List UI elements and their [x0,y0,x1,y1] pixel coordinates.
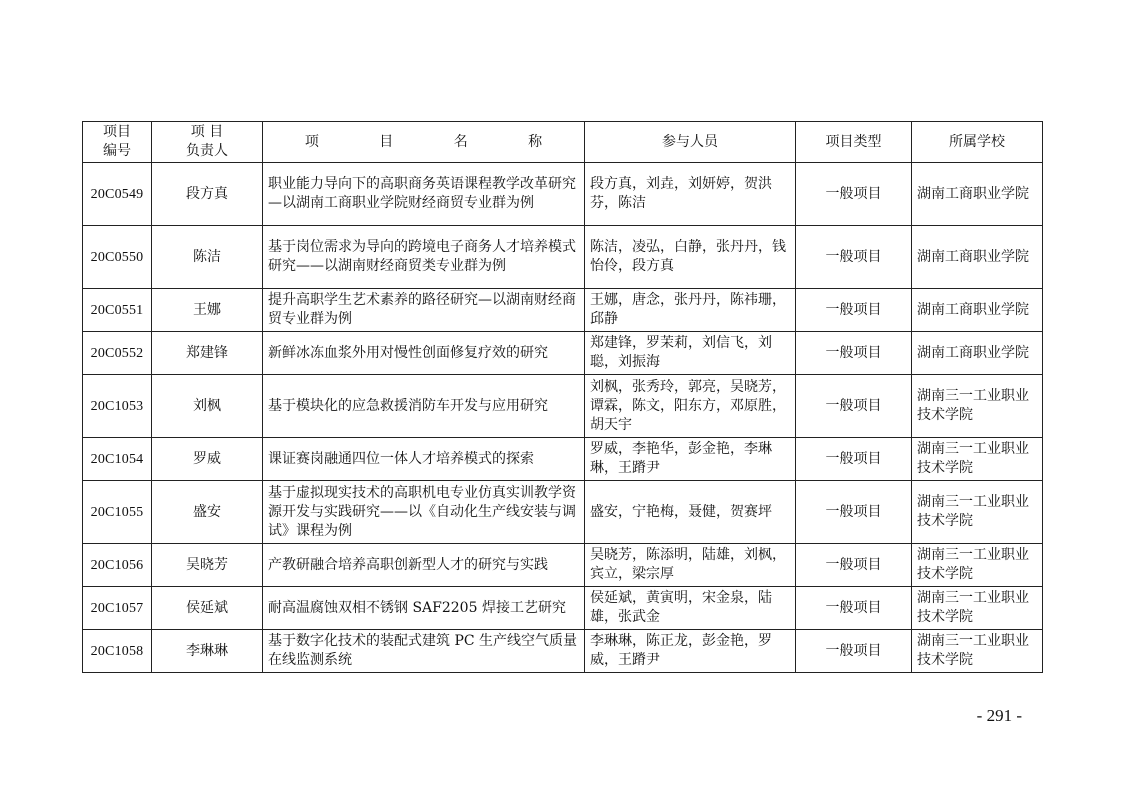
school: 湖南工商职业学院 [912,226,1043,289]
project-leader: 吴晓芳 [152,544,263,587]
participants: 陈洁，凌弘，白静，张丹丹，钱怡伶，段方真 [585,226,796,289]
header-project-leader-line1: 项 目 [190,124,224,140]
table-header [83,122,1043,163]
header-participants-label: 参与人员 [662,133,718,150]
project-name: 耐高温腐蚀双相不锈钢 SAF2205 焊接工艺研究 [263,587,585,630]
project-type: 一般项目 [796,289,912,332]
project-code: 20C1053 [83,375,152,438]
project-leader: 侯延斌 [152,587,263,630]
table-row [83,438,1043,481]
project-name: 基于虚拟现实技术的高职机电专业仿真实训教学资源开发与实践研究——以《自动化生产线安装与调试》课程为例 [263,481,585,544]
project-leader: 刘枫 [152,375,263,438]
header-project-type [796,122,912,163]
participants: 盛安，宁艳梅，聂健，贺赛坪 [585,481,796,544]
project-leader: 盛安 [152,481,263,544]
page-number: - 291 - [976,706,1022,725]
table-row [83,630,1043,673]
school: 湖南三一工业职业技术学院 [912,481,1043,544]
project-type: 一般项目 [796,438,912,481]
school: 湖南三一工业职业技术学院 [912,375,1043,438]
header-project-name-label: 项 目 名 称 [304,133,571,150]
table-body [83,163,1043,673]
project-name: 产教研融合培养高职创新型人才的研究与实践 [263,544,585,587]
project-code: 20C0551 [83,289,152,332]
project-leader: 段方真 [152,163,263,226]
school: 湖南工商职业学院 [912,163,1043,226]
project-code: 20C1055 [83,481,152,544]
participants: 吴晓芳，陈添明，陆雄，刘枫，宾立，梁宗厚 [585,544,796,587]
project-type: 一般项目 [796,375,912,438]
project-leader: 罗威 [152,438,263,481]
project-table [82,121,1043,673]
project-type: 一般项目 [796,630,912,673]
header-project-leader [152,122,263,163]
project-name: 基于岗位需求为导向的跨境电子商务人才培养模式研究——以湖南财经商贸类专业群为例 [263,226,585,289]
school: 湖南三一工业职业技术学院 [912,630,1043,673]
project-code: 20C1056 [83,544,152,587]
table-row [83,544,1043,587]
header-project-name [263,122,585,163]
participants: 段方真，刘垚，刘妍婷，贺洪芬，陈洁 [585,163,796,226]
project-type: 一般项目 [796,226,912,289]
project-code: 20C0550 [83,226,152,289]
participants: 李琳琳，陈正龙，彭金艳，罗威，王蹐尹 [585,630,796,673]
header-school [912,122,1043,163]
project-leader: 陈洁 [152,226,263,289]
project-name: 职业能力导向下的高职商务英语课程教学改革研究—以湖南工商职业学院财经商贸专业群为例 [263,163,585,226]
school: 湖南三一工业职业技术学院 [912,438,1043,481]
project-code: 20C1057 [83,587,152,630]
table-row [83,226,1043,289]
table-row [83,289,1043,332]
project-type: 一般项目 [796,163,912,226]
project-name: 新鲜冰冻血浆外用对慢性创面修复疗效的研究 [263,332,585,375]
header-row [83,122,1043,163]
participants: 罗威，李艳华，彭金艳，李琳琳，王蹐尹 [585,438,796,481]
project-type: 一般项目 [796,544,912,587]
project-code: 20C1058 [83,630,152,673]
school: 湖南三一工业职业技术学院 [912,544,1043,587]
participants: 侯延斌，黄寅明，宋金泉，陆雄，张武金 [585,587,796,630]
project-name: 基于模块化的应急救援消防车开发与应用研究 [263,375,585,438]
project-name: 基于数字化技术的装配式建筑 PC 生产线空气质量在线监测系统 [263,630,585,673]
project-leader: 王娜 [152,289,263,332]
participants: 刘枫，张秀玲，郭亮，吴晓芳，谭霖，陈文，阳东方，邓原胜，胡天宇 [585,375,796,438]
table-row [83,587,1043,630]
project-code: 20C0552 [83,332,152,375]
participants: 郑建锋，罗茉莉，刘信飞，刘聪，刘振海 [585,332,796,375]
project-leader: 郑建锋 [152,332,263,375]
project-code: 20C0549 [83,163,152,226]
school: 湖南工商职业学院 [912,332,1043,375]
project-leader: 李琳琳 [152,630,263,673]
header-project-code-line1: 项目 [103,124,131,140]
table-row [83,163,1043,226]
school: 湖南三一工业职业技术学院 [912,587,1043,630]
header-project-code [83,122,152,163]
header-participants [585,122,796,163]
project-name: 提升高职学生艺术素养的路径研究—以湖南财经商贸专业群为例 [263,289,585,332]
project-type: 一般项目 [796,332,912,375]
table-row [83,332,1043,375]
project-type: 一般项目 [796,481,912,544]
header-project-type-label: 项目类型 [825,133,882,150]
project-type: 一般项目 [796,587,912,630]
header-school-label: 所属学校 [949,133,1005,150]
project-name: 课证赛岗融通四位一体人才培养模式的探索 [263,438,585,481]
header-project-code-line2: 编号 [103,143,131,159]
header-project-leader-line2: 负责人 [186,143,228,159]
table-row [83,375,1043,438]
participants: 王娜，唐念，张丹丹，陈祎珊，邱静 [585,289,796,332]
school: 湖南工商职业学院 [912,289,1043,332]
table-row [83,481,1043,544]
project-code: 20C1054 [83,438,152,481]
